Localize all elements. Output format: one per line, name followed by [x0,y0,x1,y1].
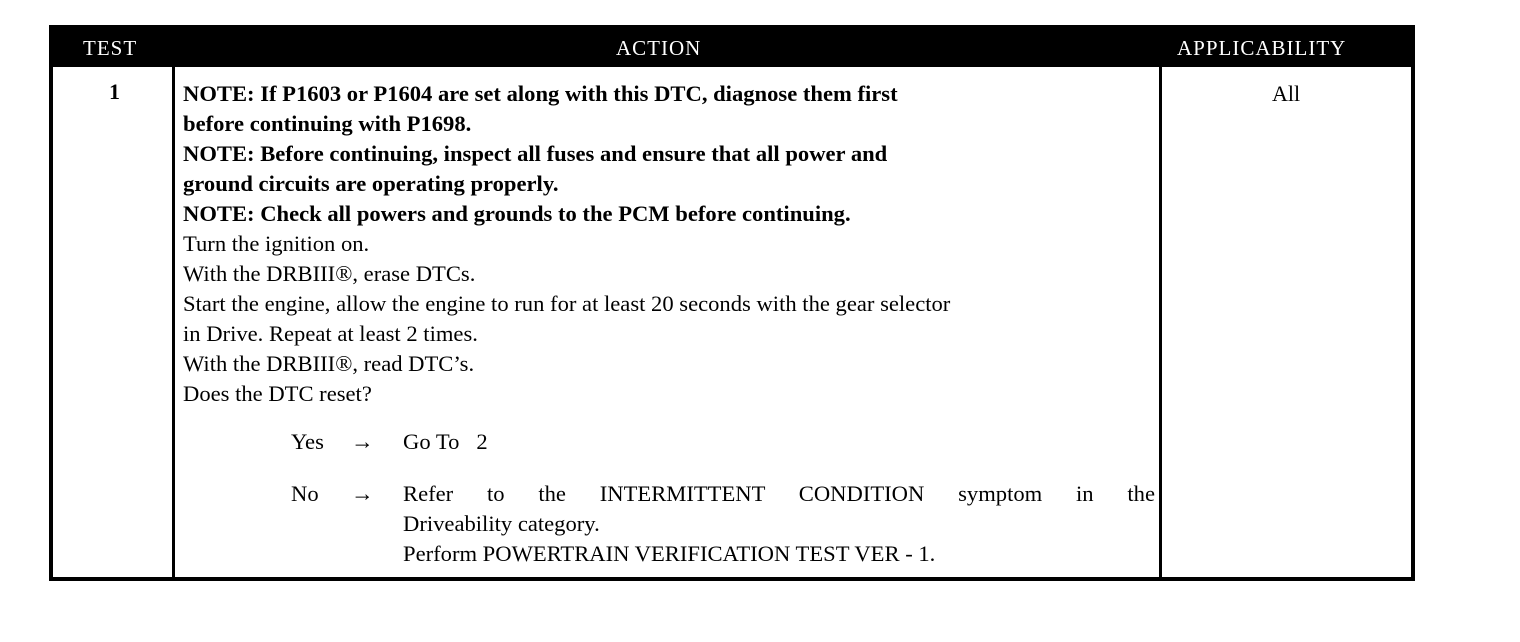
column-divider-test [172,67,175,577]
table-header [53,29,1411,67]
header-test: TEST [83,36,138,60]
note-line: NOTE: Before continuing, inspect all fuses and ensure that all power and [183,141,888,166]
step-line: With the DRBIII®, erase DTCs. [183,261,476,286]
arrow-right-icon: → [351,481,374,506]
column-divider-applicability [1159,67,1162,577]
note-line: ground circuits are operating properly. [183,171,559,196]
no-label: No [291,481,319,506]
action-text [183,79,1155,409]
no-result-line: Driveability category. [403,511,600,536]
no-result [403,479,1155,569]
yes-label: Yes [291,429,324,454]
arrow-right-icon: → [351,429,374,454]
test-number: 1 [109,79,120,104]
step-line: Does the DTC reset? [183,381,372,406]
note-line: NOTE: If P1603 or P1604 are set along with this DTC, diagnose them first [183,81,898,106]
step-line: in Drive. Repeat at least 2 times. [183,321,478,346]
header-applicability: APPLICABILITY [1177,36,1347,60]
step-line: Start the engine, allow the engine to run for at least 20 seconds with the gear selector [183,291,951,316]
step-line: Turn the ignition on. [183,231,370,256]
note-line: before continuing with P1698. [183,111,472,136]
no-result-line: Refer to the INTERMITTENT CONDITION symptom in the [403,481,1155,506]
yes-result: Go To 2 [403,429,488,454]
note-line: NOTE: Check all powers and grounds to the PCM before continuing. [183,201,851,226]
applicability-value: All [1272,81,1301,106]
no-result-line: Perform POWERTRAIN VERIFICATION TEST VER - 1. [403,541,936,566]
step-line: With the DRBIII®, read DTC’s. [183,351,475,376]
header-action: ACTION [616,36,702,60]
diagnostic-test-table [49,25,1415,581]
